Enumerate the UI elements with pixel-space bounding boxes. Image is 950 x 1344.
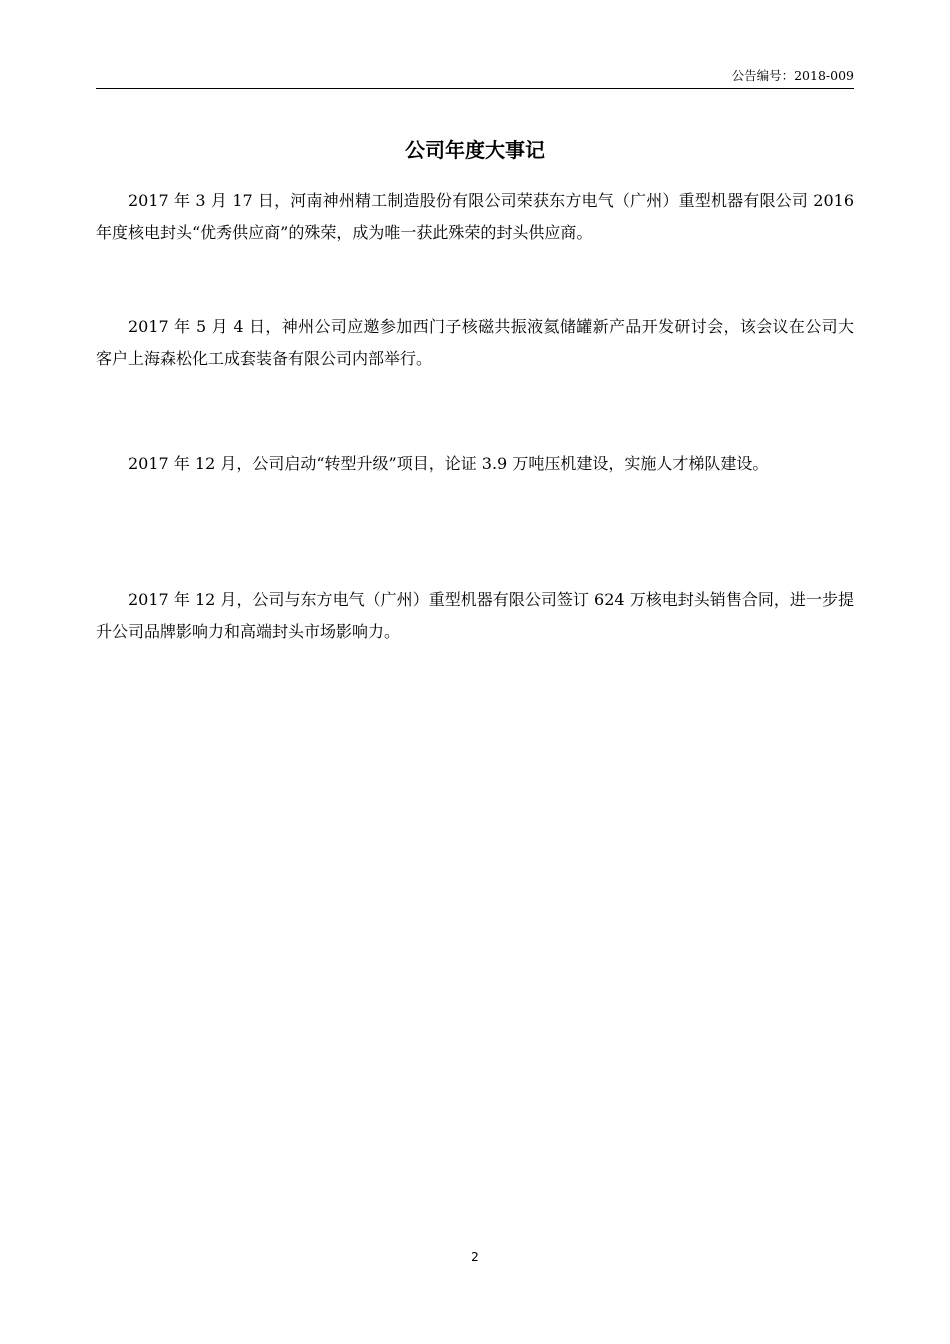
page-header <box>96 66 854 89</box>
page-title: 公司年度大事记 <box>405 138 545 162</box>
event-paragraph: 2017 年 5 月 4 日，神州公司应邀参加西门子核磁共振液氦储罐新产品开发研讨会，该会议在公司大客户上海森松化工成套装备有限公司内部举行。 <box>96 317 854 368</box>
event-paragraph: 2017 年 12 月，公司启动“转型升级”项目，论证 3.9 万吨压机建设，实施人才梯队建设。 <box>128 454 769 473</box>
page-number: 2 <box>471 1250 479 1264</box>
event-paragraph: 2017 年 3 月 17 日，河南神州精工制造股份有限公司荣获东方电气（广州）重型机器有限公司 2016 年度核电封头“优秀供应商”的殊荣，成为唯一获此殊荣的封头供应商。 <box>96 191 854 242</box>
event-paragraph: 2017 年 12 月，公司与东方电气（广州）重型机器有限公司签订 624 万核电封头销售合同，进一步提升公司品牌影响力和高端封头市场影响力。 <box>96 590 854 641</box>
announcement-number: 公告编号：2018-009 <box>731 68 854 83</box>
